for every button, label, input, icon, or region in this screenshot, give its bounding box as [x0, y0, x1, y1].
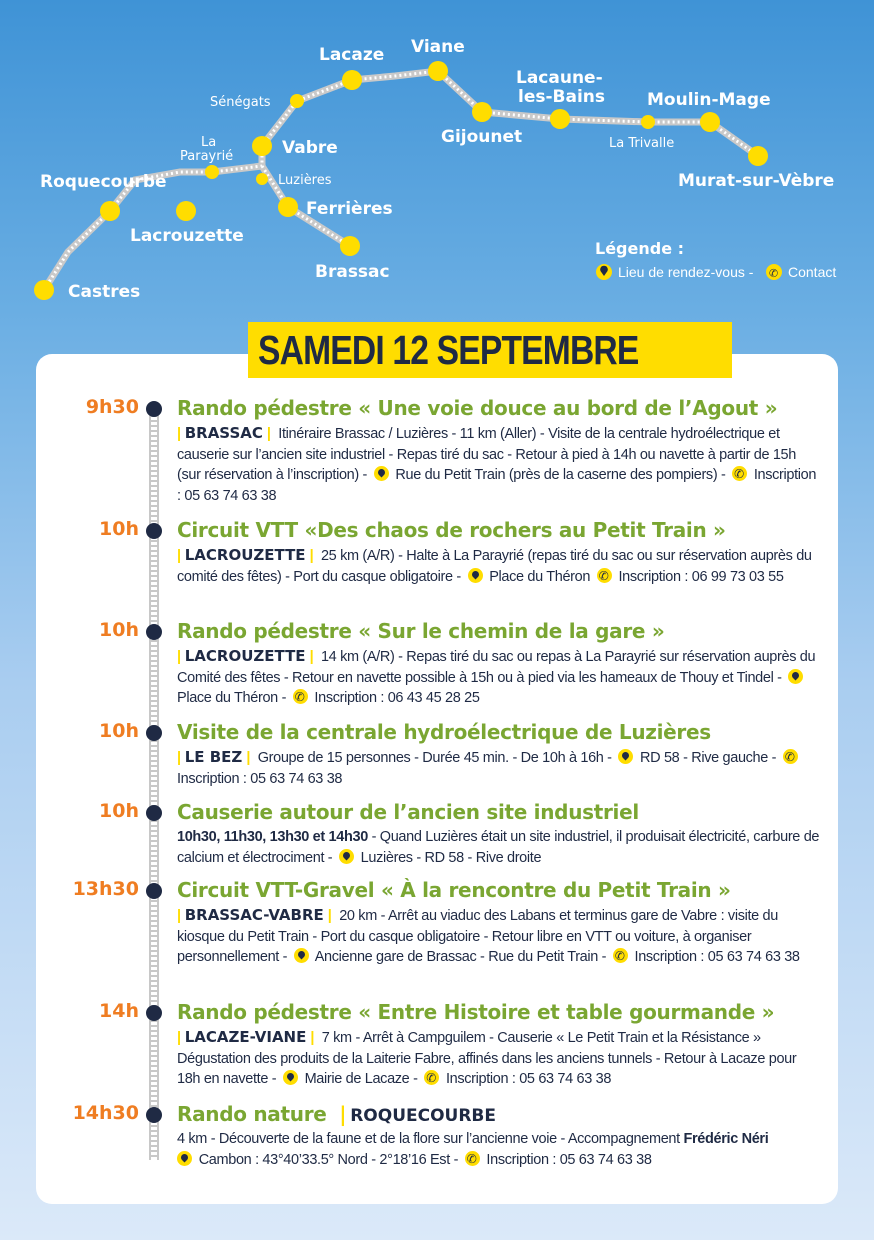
event-description: | BRASSAC-VABRE | 20 km - Arrêt au viaduc des Labans et terminus gare de Vabre : visite du kiosque du Petit Train - Port du casque obligatoire - Retour libre en VTT ou voiture, à organiser personnellement - Ancienne gare de Brassac - Rue du Petit Train - ✆ Inscription : 05 63 74 63 38: [177, 905, 822, 968]
event-title: Visite de la centrale hydroélectrique de Luzières: [177, 720, 711, 744]
event-place: LACROUZETTE: [184, 647, 306, 665]
event-contact: Inscription : 05 63 74 63 38: [177, 467, 817, 504]
station-roquecourbe: [100, 201, 120, 221]
event-time: 10h: [99, 720, 139, 742]
event-title: Circuit VTT-Gravel « À la rencontre du Petit Train »: [177, 878, 731, 902]
event-title: Rando nature | ROQUECOURBE: [177, 1102, 497, 1126]
event-description: | LACROUZETTE | 25 km (A/R) - Halte à La Parayrié (repas tiré du sac ou sur réservation auprès du comité des fêtes) - Port du casque obligatoire - Place du Théron ✆ Inscription : 06 99 73 03 55: [177, 545, 822, 587]
event-time: 14h: [99, 1000, 139, 1022]
station-senegats: [290, 94, 304, 108]
legend-title: Légende :: [595, 239, 685, 258]
event-text: - Quand Luzières était un site industriel, il produisait électricité, carbure de calcium et électrociment -: [177, 829, 820, 866]
event-title: Rando pédestre « Sur le chemin de la gare »: [177, 619, 665, 643]
event-guide: Frédéric Néri: [683, 1131, 769, 1147]
label-viane: Viane: [411, 37, 465, 57]
label-la-parayrie-1: La: [201, 135, 217, 150]
phone-icon: [465, 1151, 480, 1166]
event-place: ROQUECOURBE: [350, 1106, 497, 1126]
event-text: 20 km - Arrêt au viaduc des Labans et terminus gare de Vabre : visite du kiosque du Petit Train - Port du casque obligatoire - Retour libre en VTT ou voiture, à organiser personnellement -: [177, 908, 778, 965]
station-luzieres: [256, 173, 268, 185]
location-pin-icon: [283, 1070, 298, 1085]
station-castres: [34, 280, 54, 300]
event-place: BRASSAC: [184, 424, 263, 442]
label-gijounet: Gijounet: [441, 127, 523, 147]
phone-icon: [293, 689, 308, 704]
label-lacaune-1: Lacaune-: [516, 68, 603, 88]
label-senegats: Sénégats: [210, 95, 271, 110]
location-pin-icon: [374, 466, 389, 481]
event-location: Place du Théron -: [177, 690, 287, 706]
event-description: | LE BEZ | Groupe de 15 personnes - Durée 45 min. - De 10h à 16h - RD 58 - Rive gauche - ✆ Inscription : 05 63 74 63 38: [177, 747, 822, 789]
event-description: | BRASSAC | Itinéraire Brassac / Luzières - 11 km (Aller) - Visite de la centrale hydroélectrique et causerie sur l’ancien site industriel - Repas tiré du sac - Retour à pied à 14h ou navette à partir de 15h (sur réservation à l’inscription) - Rue du Petit Train (près de la caserne des pompiers) - ✆ Inscription : 05 63 74 63 38: [177, 423, 822, 506]
phone-icon: [732, 466, 747, 481]
timeline-dot: [146, 725, 162, 741]
event-text: Groupe de 15 personnes - Durée 45 min. - De 10h à 16h -: [257, 750, 612, 766]
label-moulin-mage: Moulin-Mage: [647, 90, 771, 110]
date-banner: [248, 322, 732, 378]
event-location: Cambon : 43°40’33.5° Nord - 2°18’16 Est -: [198, 1151, 459, 1168]
label-lacaune-2: les-Bains: [518, 87, 606, 107]
event-contact: Inscription : 05 63 74 63 38: [486, 1151, 652, 1168]
station-lacrouzette: [176, 201, 196, 221]
location-pin-icon: [339, 849, 354, 864]
event-text: 7 km - Arrêt à Campguilem - Causerie « Le Petit Train et la Résistance » Dégustation des produits de la Laiterie Fabre, affinés dans les anciens tunnels - Retour à Lacaze pour 18h en navette -: [177, 1030, 797, 1087]
label-brassac: Brassac: [315, 262, 390, 282]
station-la-trivalle: [641, 115, 655, 129]
label-la-parayrie-2: Parayrié: [180, 149, 234, 164]
station-la-parayrie: [205, 165, 219, 179]
route-map: [0, 0, 874, 320]
event-title-text: Rando nature: [177, 1102, 327, 1126]
label-vabre: Vabre: [282, 138, 338, 158]
event-place: LACROUZETTE: [184, 546, 306, 564]
station-lacaune: [550, 109, 570, 129]
station-viane: [428, 61, 448, 81]
svg-text:✆: ✆: [769, 267, 779, 280]
station-vabre: [252, 136, 272, 156]
phone-icon: [613, 948, 628, 963]
event-description: | LACAZE-VIANE | 7 km - Arrêt à Campguilem - Causerie « Le Petit Train et la Résistance » Dégustation des produits de la Laiterie Fabre, affinés dans les anciens tunnels - Retour à Lacaze pour 18h en navette - Mairie de Lacaze - ✆ Inscription : 05 63 74 63 38: [177, 1027, 822, 1090]
station-ferrieres: [278, 197, 298, 217]
label-ferrieres: Ferrières: [306, 199, 393, 219]
timeline-dot: [146, 883, 162, 899]
event-place: LE BEZ: [184, 748, 243, 766]
timeline-dot: [146, 523, 162, 539]
location-pin-icon: [294, 948, 309, 963]
event-time: 10h: [99, 800, 139, 822]
station-moulin-mage: [700, 112, 720, 132]
event-location: Mairie de Lacaze -: [304, 1071, 418, 1087]
event-description: [177, 1129, 822, 1170]
event-description: [177, 827, 822, 868]
label-lacaze: Lacaze: [319, 45, 385, 65]
legend-meeting: Lieu de rendez-vous -: [618, 264, 754, 280]
label-roquecourbe: Roquecourbe: [40, 172, 167, 192]
event-text: 25 km (A/R) - Halte à La Parayrié (repas tiré du sac ou sur réservation auprès du comité des fêtes) - Port du casque obligatoire -: [177, 548, 812, 585]
event-location: Rue du Petit Train (près de la caserne des pompiers) -: [395, 467, 726, 483]
label-castres: Castres: [68, 282, 141, 302]
event-location: Place du Théron: [489, 568, 591, 585]
label-murat: Murat-sur-Vèbre: [678, 171, 835, 191]
program-card: [36, 354, 838, 1204]
timeline-dot: [146, 624, 162, 640]
phone-icon: [597, 568, 612, 583]
event-description: | LACROUZETTE | 14 km (A/R) - Repas tiré du sac ou repas à La Parayrié sur réservation auprès du Comité des fêtes - Retour en navette possible à 15h ou à pied via les hameaux de Thouy et Tindel - Place du Théron - ✆ Inscription : 06 43 45 28 25: [177, 646, 822, 709]
location-pin-icon: [468, 568, 483, 583]
label-luzieres: Luzières: [278, 173, 332, 188]
timeline-dot: [146, 401, 162, 417]
location-pin-icon: [177, 1151, 192, 1166]
date-banner-text: SAMEDI 12 SEPTEMBRE: [258, 326, 639, 373]
station-gijounet: [472, 102, 492, 122]
event-time: 13h30: [72, 878, 139, 900]
event-contact: Inscription : 05 63 74 63 38: [177, 770, 343, 787]
legend: [595, 239, 836, 280]
location-pin-icon: [788, 669, 803, 684]
event-time: 9h30: [85, 396, 139, 418]
timeline-dot: [146, 1005, 162, 1021]
event-location: RD 58 - Rive gauche -: [640, 750, 777, 766]
location-pin-icon: [618, 749, 633, 764]
event-time: 14h30: [72, 1102, 139, 1124]
event-title: Rando pédestre « Entre Histoire et table gourmande »: [177, 1000, 775, 1024]
event-contact: Inscription : 06 99 73 03 55: [618, 568, 784, 585]
event-location: Ancienne gare de Brassac - Rue du Petit Train -: [314, 949, 607, 965]
station-lacaze: [342, 70, 362, 90]
event-title: Circuit VTT «Des chaos de rochers au Petit Train »: [177, 518, 726, 542]
legend-contact: Contact: [788, 264, 837, 280]
label-lacrouzette: Lacrouzette: [130, 226, 244, 246]
timeline-dot: [146, 1107, 162, 1123]
phone-icon: [783, 749, 798, 764]
station-brassac: [340, 236, 360, 256]
event-time: 10h: [99, 619, 139, 641]
event-location: Luzières - RD 58 - Rive droite: [360, 849, 542, 866]
event-contact: Inscription : 06 43 45 28 25: [314, 690, 480, 706]
event-contact: Inscription : 05 63 74 63 38: [445, 1071, 612, 1087]
label-la-trivalle: La Trivalle: [609, 136, 675, 151]
event-text: Itinéraire Brassac / Luzières - 11 km (Aller) - Visite de la centrale hydroélectrique et causerie sur l’ancien site industriel - Repas tiré du sac - Retour à pied à 14h ou navette à partir de 15h (sur réservation à l’inscription) -: [177, 426, 796, 483]
event-title: Causerie autour de l’ancien site industriel: [177, 800, 639, 824]
event-hours: 10h30, 11h30, 13h30 et 14h30: [177, 829, 368, 845]
event-text: 14 km (A/R) - Repas tiré du sac ou repas à La Parayrié sur réservation auprès du Comité des fêtes - Retour en navette possible à 15h ou à pied via les hameaux de Thouy et Tindel -: [177, 649, 816, 686]
event-text: 4 km - Découverte de la faune et de la flore sur l’ancienne voie - Accompagnement: [177, 1131, 680, 1147]
event-time: 10h: [99, 518, 139, 540]
station-murat: [748, 146, 768, 166]
timeline-dot: [146, 805, 162, 821]
event-title: Rando pédestre « Une voie douce au bord de l’Agout »: [177, 396, 778, 420]
event-contact: Inscription : 05 63 74 63 38: [634, 949, 800, 965]
phone-icon: [424, 1070, 439, 1085]
event-place: BRASSAC-VABRE: [184, 906, 324, 924]
event-place: LACAZE-VIANE: [184, 1028, 307, 1046]
